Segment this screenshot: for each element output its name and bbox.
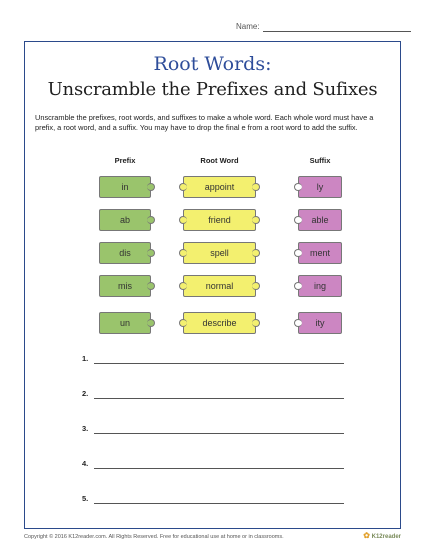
puzzle-tab xyxy=(179,216,187,224)
root-piece xyxy=(183,242,256,264)
prefix-piece xyxy=(99,275,151,297)
answer-number: 2. xyxy=(82,389,89,398)
puzzle-tab xyxy=(252,249,260,257)
root-text: friend xyxy=(208,215,231,225)
root-text: normal xyxy=(205,281,234,291)
puzzle-tab xyxy=(147,249,155,257)
root-piece xyxy=(183,209,256,231)
puzzle-tab xyxy=(147,216,155,224)
suffix-text: ment xyxy=(309,248,330,258)
copyright-notice: Copyright © 2016 K12reader.com. All Rights Reserved. Free for educational use at home or in classrooms. xyxy=(24,534,284,540)
name-label: Name: xyxy=(236,22,260,31)
prefix-text: un xyxy=(119,318,130,328)
answer-number: 3. xyxy=(82,424,89,433)
name-field[interactable] xyxy=(236,22,411,31)
suffix-piece xyxy=(298,209,342,231)
answer-line[interactable] xyxy=(82,459,344,473)
puzzle-slot xyxy=(294,282,302,290)
puzzle-tab xyxy=(252,319,260,327)
leaf-icon: ✿ xyxy=(363,531,370,540)
puzzle-tab xyxy=(147,282,155,290)
suffix-piece xyxy=(298,242,342,264)
prefix-piece xyxy=(99,176,151,198)
answer-underline xyxy=(94,433,344,434)
puzzle-tab xyxy=(252,282,260,290)
suffix-text: ing xyxy=(313,281,326,291)
answer-number: 5. xyxy=(82,494,89,503)
suffix-piece xyxy=(298,176,342,198)
puzzle-tab xyxy=(147,183,155,191)
prefix-text: in xyxy=(121,182,129,192)
suffix-text: ly xyxy=(316,182,324,192)
prefix-piece xyxy=(99,242,151,264)
puzzle-slot xyxy=(294,249,302,257)
suffix-text: ity xyxy=(315,318,325,328)
root-text: spell xyxy=(210,248,229,258)
title-subheading: Unscramble the Prefixes and Sufixes xyxy=(47,79,378,100)
root-piece xyxy=(183,275,256,297)
answer-underline xyxy=(94,363,344,364)
name-underline xyxy=(263,31,411,32)
suffix-column-header: Suffix xyxy=(309,156,331,165)
prefix-text: dis xyxy=(119,248,131,258)
answer-number: 4. xyxy=(82,459,89,468)
prefix-piece xyxy=(99,209,151,231)
puzzle-tab xyxy=(179,249,187,257)
suffix-piece xyxy=(298,312,342,334)
instructions-text: Unscramble the prefixes, root words, and suffixes to make a whole word. Each whole word must have a prefix, a root word, and a suffix. You may have to drop the final e from a root word to add the suffix. xyxy=(35,113,374,132)
prefix-text: ab xyxy=(119,215,130,225)
answer-line[interactable] xyxy=(82,389,344,403)
puzzle-tab xyxy=(252,183,260,191)
answer-underline xyxy=(94,503,344,504)
root-text: appoint xyxy=(204,182,235,192)
answer-line[interactable] xyxy=(82,494,344,508)
puzzle-tab xyxy=(179,319,187,327)
answer-underline xyxy=(94,468,344,469)
answer-line[interactable] xyxy=(82,424,344,438)
puzzle-tab xyxy=(252,216,260,224)
prefix-column-header: Prefix xyxy=(114,156,136,165)
suffix-text: able xyxy=(311,215,329,225)
prefix-text: mis xyxy=(118,281,132,291)
prefix-piece xyxy=(99,312,151,334)
title-heading: Root Words: xyxy=(153,53,272,75)
answer-underline xyxy=(94,398,344,399)
puzzle-tab xyxy=(179,183,187,191)
puzzle-slot xyxy=(294,183,302,191)
puzzle-slot xyxy=(294,319,302,327)
root-piece xyxy=(183,312,256,334)
suffix-piece xyxy=(298,275,342,297)
answer-line[interactable] xyxy=(82,354,344,368)
root-text: describe xyxy=(202,318,237,328)
puzzle-slot xyxy=(294,216,302,224)
puzzle-tab xyxy=(179,282,187,290)
brand-name: K12reader xyxy=(371,534,401,540)
root-piece xyxy=(183,176,256,198)
puzzle-tab xyxy=(147,319,155,327)
brand-logo xyxy=(363,531,401,540)
root-column-header: Root Word xyxy=(200,156,239,165)
answer-number: 1. xyxy=(82,354,89,363)
